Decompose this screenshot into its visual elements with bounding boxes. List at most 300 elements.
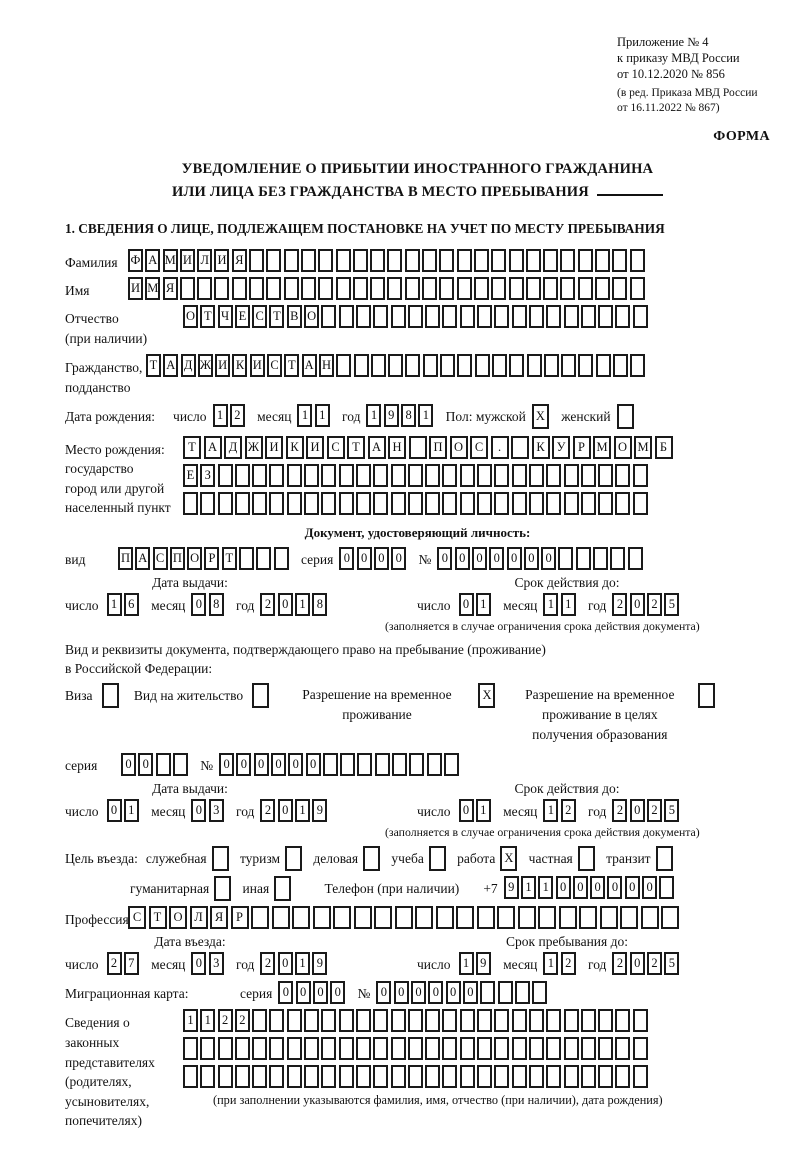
representative-cell[interactable]: 1 bbox=[183, 1009, 198, 1032]
representative-cell[interactable] bbox=[304, 1065, 319, 1088]
doc-number-cell[interactable]: 0 bbox=[472, 547, 487, 570]
rd-expiry-year-cell[interactable]: 5 bbox=[664, 799, 679, 822]
surname-cell[interactable]: И bbox=[180, 249, 195, 272]
birthplace-cell[interactable] bbox=[373, 492, 388, 515]
entry-month-cell[interactable]: 0 bbox=[191, 952, 206, 975]
birthplace-cell[interactable] bbox=[252, 464, 267, 487]
patronymic-cell[interactable] bbox=[512, 305, 527, 328]
representative-cell[interactable] bbox=[564, 1037, 579, 1060]
stay-year-cell[interactable]: 0 bbox=[630, 952, 645, 975]
birthplace-cell[interactable] bbox=[564, 464, 579, 487]
birthplace-cell[interactable] bbox=[321, 492, 336, 515]
patronymic-cell[interactable] bbox=[633, 305, 648, 328]
firstname-cell[interactable] bbox=[526, 277, 541, 300]
representative-cell[interactable] bbox=[564, 1009, 579, 1032]
profession-cell[interactable] bbox=[251, 906, 269, 929]
citizenship-cell[interactable]: И bbox=[250, 354, 265, 377]
surname-cell[interactable] bbox=[509, 249, 524, 272]
citizenship-cell[interactable] bbox=[440, 354, 455, 377]
patronymic-cell[interactable] bbox=[564, 305, 579, 328]
phone-digit-cell[interactable]: 1 bbox=[521, 876, 536, 899]
profession-cell[interactable] bbox=[456, 906, 474, 929]
representative-cell[interactable] bbox=[494, 1009, 509, 1032]
patronymic-cell[interactable] bbox=[373, 305, 388, 328]
issue-year-cell[interactable]: 1 bbox=[295, 593, 310, 616]
citizenship-cell[interactable] bbox=[405, 354, 420, 377]
birthplace-cell[interactable]: К bbox=[286, 436, 304, 459]
patronymic-cell[interactable] bbox=[494, 305, 509, 328]
rd-number-cell[interactable]: 0 bbox=[254, 753, 269, 776]
birthplace-cell[interactable]: С bbox=[327, 436, 345, 459]
expiry-month-cell[interactable]: 1 bbox=[543, 593, 558, 616]
doc-kind-cell[interactable]: П bbox=[170, 547, 185, 570]
surname-cell[interactable]: Ф bbox=[128, 249, 143, 272]
representative-cell[interactable] bbox=[512, 1065, 527, 1088]
birthplace-cell[interactable] bbox=[546, 492, 561, 515]
citizenship-cell[interactable] bbox=[527, 354, 542, 377]
citizenship-cell[interactable] bbox=[509, 354, 524, 377]
birthplace-cell[interactable]: . bbox=[491, 436, 509, 459]
profession-cell[interactable]: Р bbox=[231, 906, 249, 929]
representative-cell[interactable] bbox=[391, 1065, 406, 1088]
profession-cell[interactable] bbox=[292, 906, 310, 929]
representative-cell[interactable] bbox=[408, 1009, 423, 1032]
citizenship-cell[interactable] bbox=[613, 354, 628, 377]
citizenship-cell[interactable] bbox=[492, 354, 507, 377]
rd-number-cell[interactable]: 0 bbox=[236, 753, 251, 776]
representative-cell[interactable] bbox=[304, 1009, 319, 1032]
representative-cell[interactable] bbox=[581, 1009, 596, 1032]
birthplace-cell[interactable]: Н bbox=[388, 436, 406, 459]
entry-month-cell[interactable]: 3 bbox=[209, 952, 224, 975]
rd-number-cell[interactable] bbox=[323, 753, 338, 776]
representative-cell[interactable] bbox=[339, 1009, 354, 1032]
representative-cell[interactable] bbox=[183, 1065, 198, 1088]
mc-number-cell[interactable]: 0 bbox=[463, 981, 478, 1004]
profession-cell[interactable]: Л bbox=[190, 906, 208, 929]
firstname-cell[interactable] bbox=[595, 277, 610, 300]
birthplace-cell[interactable]: У bbox=[552, 436, 570, 459]
birthplace-cell[interactable]: Ж bbox=[245, 436, 263, 459]
representative-cell[interactable] bbox=[460, 1037, 475, 1060]
birthplace-cell[interactable]: З bbox=[200, 464, 215, 487]
representative-cell[interactable] bbox=[183, 1037, 198, 1060]
birthplace-cell[interactable] bbox=[287, 492, 302, 515]
citizenship-cell[interactable]: С bbox=[267, 354, 282, 377]
rd-number-cell[interactable] bbox=[427, 753, 442, 776]
rd-series-cell[interactable]: 0 bbox=[138, 753, 153, 776]
representative-cell[interactable] bbox=[529, 1065, 544, 1088]
representative-cell[interactable]: 2 bbox=[235, 1009, 250, 1032]
doc-number-cell[interactable]: 0 bbox=[541, 547, 556, 570]
patronymic-cell[interactable] bbox=[356, 305, 371, 328]
representative-cell[interactable] bbox=[269, 1065, 284, 1088]
phone-digit-cell[interactable]: 0 bbox=[607, 876, 622, 899]
surname-cell[interactable] bbox=[526, 249, 541, 272]
profession-cell[interactable] bbox=[395, 906, 413, 929]
surname-cell[interactable]: Л bbox=[197, 249, 212, 272]
rd-series-cell[interactable]: 0 bbox=[121, 753, 136, 776]
mc-number-cell[interactable]: 0 bbox=[446, 981, 461, 1004]
citizenship-cell[interactable] bbox=[578, 354, 593, 377]
purpose-other-checkbox[interactable] bbox=[274, 876, 291, 901]
birthplace-cell[interactable]: Т bbox=[183, 436, 201, 459]
birthplace-cell[interactable] bbox=[494, 464, 509, 487]
citizenship-cell[interactable]: Д bbox=[181, 354, 196, 377]
birthplace-cell[interactable]: Р bbox=[573, 436, 591, 459]
phone-digit-cell[interactable]: 9 bbox=[504, 876, 519, 899]
doc-number-cell[interactable]: 0 bbox=[507, 547, 522, 570]
doc-number-cell[interactable] bbox=[593, 547, 608, 570]
issue-month-cell[interactable]: 0 bbox=[191, 593, 206, 616]
representative-cell[interactable] bbox=[546, 1009, 561, 1032]
representative-cell[interactable] bbox=[633, 1037, 648, 1060]
patronymic-cell[interactable]: Е bbox=[235, 305, 250, 328]
representative-cell[interactable] bbox=[546, 1037, 561, 1060]
citizenship-cell[interactable]: Ж bbox=[198, 354, 213, 377]
profession-cell[interactable] bbox=[415, 906, 433, 929]
expiry-month-cell[interactable]: 1 bbox=[561, 593, 576, 616]
birthplace-cell[interactable]: С bbox=[470, 436, 488, 459]
patronymic-cell[interactable] bbox=[581, 305, 596, 328]
rd-issue-year-cell[interactable]: 0 bbox=[278, 799, 293, 822]
representative-cell[interactable] bbox=[529, 1009, 544, 1032]
doc-number-cell[interactable]: 0 bbox=[437, 547, 452, 570]
surname-cell[interactable]: А bbox=[145, 249, 160, 272]
birthplace-cell[interactable]: А bbox=[204, 436, 222, 459]
birthplace-cell[interactable] bbox=[564, 492, 579, 515]
patronymic-cell[interactable]: О bbox=[183, 305, 198, 328]
firstname-cell[interactable] bbox=[509, 277, 524, 300]
profession-cell[interactable] bbox=[313, 906, 331, 929]
citizenship-cell[interactable]: А bbox=[163, 354, 178, 377]
representative-cell[interactable] bbox=[460, 1065, 475, 1088]
purpose-private-checkbox[interactable] bbox=[578, 846, 595, 871]
birthplace-cell[interactable] bbox=[373, 464, 388, 487]
purpose-official-checkbox[interactable] bbox=[212, 846, 229, 871]
representative-cell[interactable] bbox=[477, 1009, 492, 1032]
birthplace-cell[interactable]: А bbox=[368, 436, 386, 459]
surname-cell[interactable] bbox=[595, 249, 610, 272]
doc-number-cell[interactable] bbox=[628, 547, 643, 570]
firstname-cell[interactable] bbox=[578, 277, 593, 300]
profession-cell[interactable] bbox=[538, 906, 556, 929]
firstname-cell[interactable]: М bbox=[145, 277, 160, 300]
representative-cell[interactable] bbox=[494, 1065, 509, 1088]
rd-expiry-day-cell[interactable]: 0 bbox=[459, 799, 474, 822]
firstname-cell[interactable] bbox=[630, 277, 645, 300]
doc-number-cell[interactable] bbox=[558, 547, 573, 570]
citizenship-cell[interactable]: Т bbox=[284, 354, 299, 377]
purpose-tourism-checkbox[interactable] bbox=[285, 846, 302, 871]
patronymic-cell[interactable] bbox=[598, 305, 613, 328]
patronymic-cell[interactable] bbox=[529, 305, 544, 328]
representative-cell[interactable] bbox=[321, 1065, 336, 1088]
representative-cell[interactable] bbox=[235, 1065, 250, 1088]
birthplace-cell[interactable] bbox=[321, 464, 336, 487]
surname-cell[interactable] bbox=[266, 249, 281, 272]
birth-day-cell[interactable]: 2 bbox=[230, 404, 245, 427]
stay-year-cell[interactable]: 2 bbox=[647, 952, 662, 975]
birthplace-cell[interactable] bbox=[633, 492, 648, 515]
citizenship-cell[interactable] bbox=[457, 354, 472, 377]
birthplace-cell[interactable] bbox=[218, 464, 233, 487]
citizenship-cell[interactable] bbox=[475, 354, 490, 377]
representative-cell[interactable] bbox=[252, 1037, 267, 1060]
surname-cell[interactable] bbox=[405, 249, 420, 272]
residence-permit-checkbox[interactable] bbox=[252, 683, 269, 708]
firstname-cell[interactable] bbox=[370, 277, 385, 300]
representative-cell[interactable] bbox=[442, 1037, 457, 1060]
entry-day-cell[interactable]: 2 bbox=[107, 952, 122, 975]
representative-cell[interactable] bbox=[287, 1037, 302, 1060]
rd-number-cell[interactable]: 0 bbox=[219, 753, 234, 776]
birthplace-cell[interactable]: М bbox=[593, 436, 611, 459]
patronymic-cell[interactable]: В bbox=[287, 305, 302, 328]
patronymic-cell[interactable] bbox=[408, 305, 423, 328]
citizenship-cell[interactable] bbox=[423, 354, 438, 377]
firstname-cell[interactable] bbox=[249, 277, 264, 300]
firstname-cell[interactable] bbox=[336, 277, 351, 300]
profession-cell[interactable] bbox=[374, 906, 392, 929]
rd-issue-month-cell[interactable]: 3 bbox=[209, 799, 224, 822]
birth-month-cell[interactable]: 1 bbox=[315, 404, 330, 427]
representative-cell[interactable] bbox=[442, 1009, 457, 1032]
birthplace-cell[interactable] bbox=[512, 464, 527, 487]
issue-year-cell[interactable]: 0 bbox=[278, 593, 293, 616]
citizenship-cell[interactable] bbox=[354, 354, 369, 377]
birthplace-cell[interactable] bbox=[269, 464, 284, 487]
citizenship-cell[interactable] bbox=[388, 354, 403, 377]
stay-year-cell[interactable]: 2 bbox=[612, 952, 627, 975]
rd-issue-day-cell[interactable]: 0 bbox=[107, 799, 122, 822]
profession-cell[interactable]: О bbox=[169, 906, 187, 929]
citizenship-cell[interactable]: Н bbox=[319, 354, 334, 377]
citizenship-cell[interactable] bbox=[544, 354, 559, 377]
patronymic-cell[interactable]: Т bbox=[200, 305, 215, 328]
birthplace-cell[interactable]: Т bbox=[347, 436, 365, 459]
surname-cell[interactable]: М bbox=[163, 249, 178, 272]
expiry-year-cell[interactable]: 2 bbox=[612, 593, 627, 616]
profession-cell[interactable] bbox=[600, 906, 618, 929]
representative-cell[interactable] bbox=[615, 1009, 630, 1032]
representative-cell[interactable] bbox=[235, 1037, 250, 1060]
patronymic-cell[interactable] bbox=[321, 305, 336, 328]
mc-number-cell[interactable] bbox=[532, 981, 547, 1004]
birthplace-cell[interactable] bbox=[598, 464, 613, 487]
representative-cell[interactable] bbox=[200, 1037, 215, 1060]
purpose-humanitarian-checkbox[interactable] bbox=[214, 876, 231, 901]
patronymic-cell[interactable] bbox=[477, 305, 492, 328]
issue-day-cell[interactable]: 1 bbox=[107, 593, 122, 616]
purpose-transit-checkbox[interactable] bbox=[656, 846, 673, 871]
birthplace-cell[interactable] bbox=[529, 464, 544, 487]
representative-cell[interactable] bbox=[581, 1037, 596, 1060]
representative-cell[interactable] bbox=[598, 1065, 613, 1088]
representative-cell[interactable] bbox=[633, 1065, 648, 1088]
firstname-cell[interactable] bbox=[612, 277, 627, 300]
surname-cell[interactable] bbox=[612, 249, 627, 272]
doc-kind-cell[interactable] bbox=[274, 547, 289, 570]
birthplace-cell[interactable] bbox=[391, 464, 406, 487]
representative-cell[interactable] bbox=[339, 1037, 354, 1060]
rd-number-cell[interactable] bbox=[357, 753, 372, 776]
mc-number-cell[interactable]: 0 bbox=[411, 981, 426, 1004]
visa-checkbox[interactable] bbox=[102, 683, 119, 708]
temp-residence-education-checkbox[interactable] bbox=[698, 683, 715, 708]
doc-kind-cell[interactable]: Т bbox=[222, 547, 237, 570]
birthplace-cell[interactable] bbox=[425, 492, 440, 515]
firstname-cell[interactable] bbox=[353, 277, 368, 300]
doc-kind-cell[interactable]: С bbox=[153, 547, 168, 570]
stay-month-cell[interactable]: 1 bbox=[543, 952, 558, 975]
doc-kind-cell[interactable] bbox=[239, 547, 254, 570]
firstname-cell[interactable] bbox=[197, 277, 212, 300]
expiry-day-cell[interactable]: 0 bbox=[459, 593, 474, 616]
rd-number-cell[interactable] bbox=[392, 753, 407, 776]
surname-cell[interactable] bbox=[284, 249, 299, 272]
profession-cell[interactable] bbox=[497, 906, 515, 929]
birthplace-cell[interactable] bbox=[339, 464, 354, 487]
representative-cell[interactable] bbox=[408, 1065, 423, 1088]
citizenship-cell[interactable] bbox=[561, 354, 576, 377]
mc-number-cell[interactable] bbox=[480, 981, 495, 1004]
entry-year-cell[interactable]: 1 bbox=[295, 952, 310, 975]
citizenship-cell[interactable] bbox=[371, 354, 386, 377]
birthplace-cell[interactable] bbox=[442, 492, 457, 515]
representative-cell[interactable] bbox=[252, 1009, 267, 1032]
representative-cell[interactable]: 2 bbox=[218, 1009, 233, 1032]
birth-year-cell[interactable]: 9 bbox=[384, 404, 399, 427]
representative-cell[interactable] bbox=[633, 1009, 648, 1032]
rd-issue-month-cell[interactable]: 0 bbox=[191, 799, 206, 822]
doc-kind-cell[interactable]: А bbox=[135, 547, 150, 570]
patronymic-cell[interactable]: Т bbox=[269, 305, 284, 328]
representative-cell[interactable] bbox=[287, 1009, 302, 1032]
patronymic-cell[interactable] bbox=[425, 305, 440, 328]
representative-cell[interactable] bbox=[218, 1037, 233, 1060]
birthplace-cell[interactable]: К bbox=[532, 436, 550, 459]
birth-year-cell[interactable]: 1 bbox=[418, 404, 433, 427]
phone-digit-cell[interactable]: 0 bbox=[642, 876, 657, 899]
profession-cell[interactable]: Т bbox=[149, 906, 167, 929]
profession-cell[interactable] bbox=[477, 906, 495, 929]
firstname-cell[interactable] bbox=[422, 277, 437, 300]
representative-cell[interactable] bbox=[529, 1037, 544, 1060]
representative-cell[interactable] bbox=[408, 1037, 423, 1060]
rd-expiry-month-cell[interactable]: 2 bbox=[561, 799, 576, 822]
purpose-work-checkbox[interactable]: X bbox=[500, 846, 517, 871]
doc-number-cell[interactable]: 0 bbox=[455, 547, 470, 570]
birth-month-cell[interactable]: 1 bbox=[297, 404, 312, 427]
mc-series-cell[interactable]: 0 bbox=[330, 981, 345, 1004]
birthplace-cell[interactable] bbox=[598, 492, 613, 515]
citizenship-cell[interactable]: К bbox=[232, 354, 247, 377]
doc-number-cell[interactable]: 0 bbox=[524, 547, 539, 570]
firstname-cell[interactable] bbox=[439, 277, 454, 300]
mc-number-cell[interactable]: 0 bbox=[428, 981, 443, 1004]
profession-cell[interactable] bbox=[641, 906, 659, 929]
surname-cell[interactable] bbox=[370, 249, 385, 272]
profession-cell[interactable] bbox=[661, 906, 679, 929]
birthplace-cell[interactable] bbox=[477, 464, 492, 487]
firstname-cell[interactable] bbox=[457, 277, 472, 300]
surname-cell[interactable] bbox=[457, 249, 472, 272]
citizenship-cell[interactable]: А bbox=[302, 354, 317, 377]
representative-cell[interactable] bbox=[373, 1009, 388, 1032]
doc-kind-cell[interactable]: О bbox=[187, 547, 202, 570]
birthplace-cell[interactable] bbox=[494, 492, 509, 515]
representative-cell[interactable] bbox=[425, 1009, 440, 1032]
surname-cell[interactable] bbox=[630, 249, 645, 272]
birthplace-cell[interactable] bbox=[235, 492, 250, 515]
sex-female-checkbox[interactable] bbox=[617, 404, 634, 429]
firstname-cell[interactable] bbox=[405, 277, 420, 300]
mc-series-cell[interactable]: 0 bbox=[278, 981, 293, 1004]
rd-expiry-month-cell[interactable]: 1 bbox=[543, 799, 558, 822]
doc-number-cell[interactable]: 0 bbox=[489, 547, 504, 570]
firstname-cell[interactable] bbox=[491, 277, 506, 300]
mc-series-cell[interactable]: 0 bbox=[313, 981, 328, 1004]
expiry-year-cell[interactable]: 0 bbox=[630, 593, 645, 616]
surname-cell[interactable]: Я bbox=[232, 249, 247, 272]
doc-kind-cell[interactable]: Р bbox=[204, 547, 219, 570]
representative-cell[interactable] bbox=[252, 1065, 267, 1088]
representative-cell[interactable] bbox=[373, 1037, 388, 1060]
firstname-cell[interactable] bbox=[387, 277, 402, 300]
birthplace-cell[interactable] bbox=[339, 492, 354, 515]
stay-month-cell[interactable]: 2 bbox=[561, 952, 576, 975]
birthplace-cell[interactable]: Б bbox=[655, 436, 673, 459]
surname-cell[interactable] bbox=[387, 249, 402, 272]
firstname-cell[interactable] bbox=[474, 277, 489, 300]
birthplace-cell[interactable] bbox=[511, 436, 529, 459]
representative-cell[interactable] bbox=[564, 1065, 579, 1088]
patronymic-cell[interactable] bbox=[391, 305, 406, 328]
birthplace-cell[interactable] bbox=[442, 464, 457, 487]
representative-cell[interactable] bbox=[425, 1037, 440, 1060]
representative-cell[interactable] bbox=[615, 1037, 630, 1060]
issue-day-cell[interactable]: 6 bbox=[124, 593, 139, 616]
surname-cell[interactable]: И bbox=[214, 249, 229, 272]
birthplace-cell[interactable]: И bbox=[265, 436, 283, 459]
birthplace-cell[interactable] bbox=[287, 464, 302, 487]
rd-number-cell[interactable] bbox=[409, 753, 424, 776]
issue-year-cell[interactable]: 2 bbox=[260, 593, 275, 616]
birthplace-cell[interactable] bbox=[615, 492, 630, 515]
birthplace-cell[interactable] bbox=[235, 464, 250, 487]
doc-kind-cell[interactable] bbox=[256, 547, 271, 570]
patronymic-cell[interactable] bbox=[460, 305, 475, 328]
birthplace-cell[interactable] bbox=[304, 464, 319, 487]
citizenship-cell[interactable] bbox=[336, 354, 351, 377]
firstname-cell[interactable] bbox=[284, 277, 299, 300]
representative-cell[interactable] bbox=[512, 1009, 527, 1032]
entry-day-cell[interactable]: 7 bbox=[124, 952, 139, 975]
rd-expiry-day-cell[interactable]: 1 bbox=[476, 799, 491, 822]
birthplace-cell[interactable] bbox=[304, 492, 319, 515]
rd-number-cell[interactable] bbox=[340, 753, 355, 776]
birthplace-cell[interactable] bbox=[183, 492, 198, 515]
surname-cell[interactable] bbox=[249, 249, 264, 272]
representative-cell[interactable] bbox=[356, 1065, 371, 1088]
representative-cell[interactable] bbox=[391, 1009, 406, 1032]
birthplace-cell[interactable]: Д bbox=[224, 436, 242, 459]
firstname-cell[interactable]: Я bbox=[163, 277, 178, 300]
phone-digit-cell[interactable]: 0 bbox=[556, 876, 571, 899]
profession-cell[interactable] bbox=[559, 906, 577, 929]
rd-issue-day-cell[interactable]: 1 bbox=[124, 799, 139, 822]
